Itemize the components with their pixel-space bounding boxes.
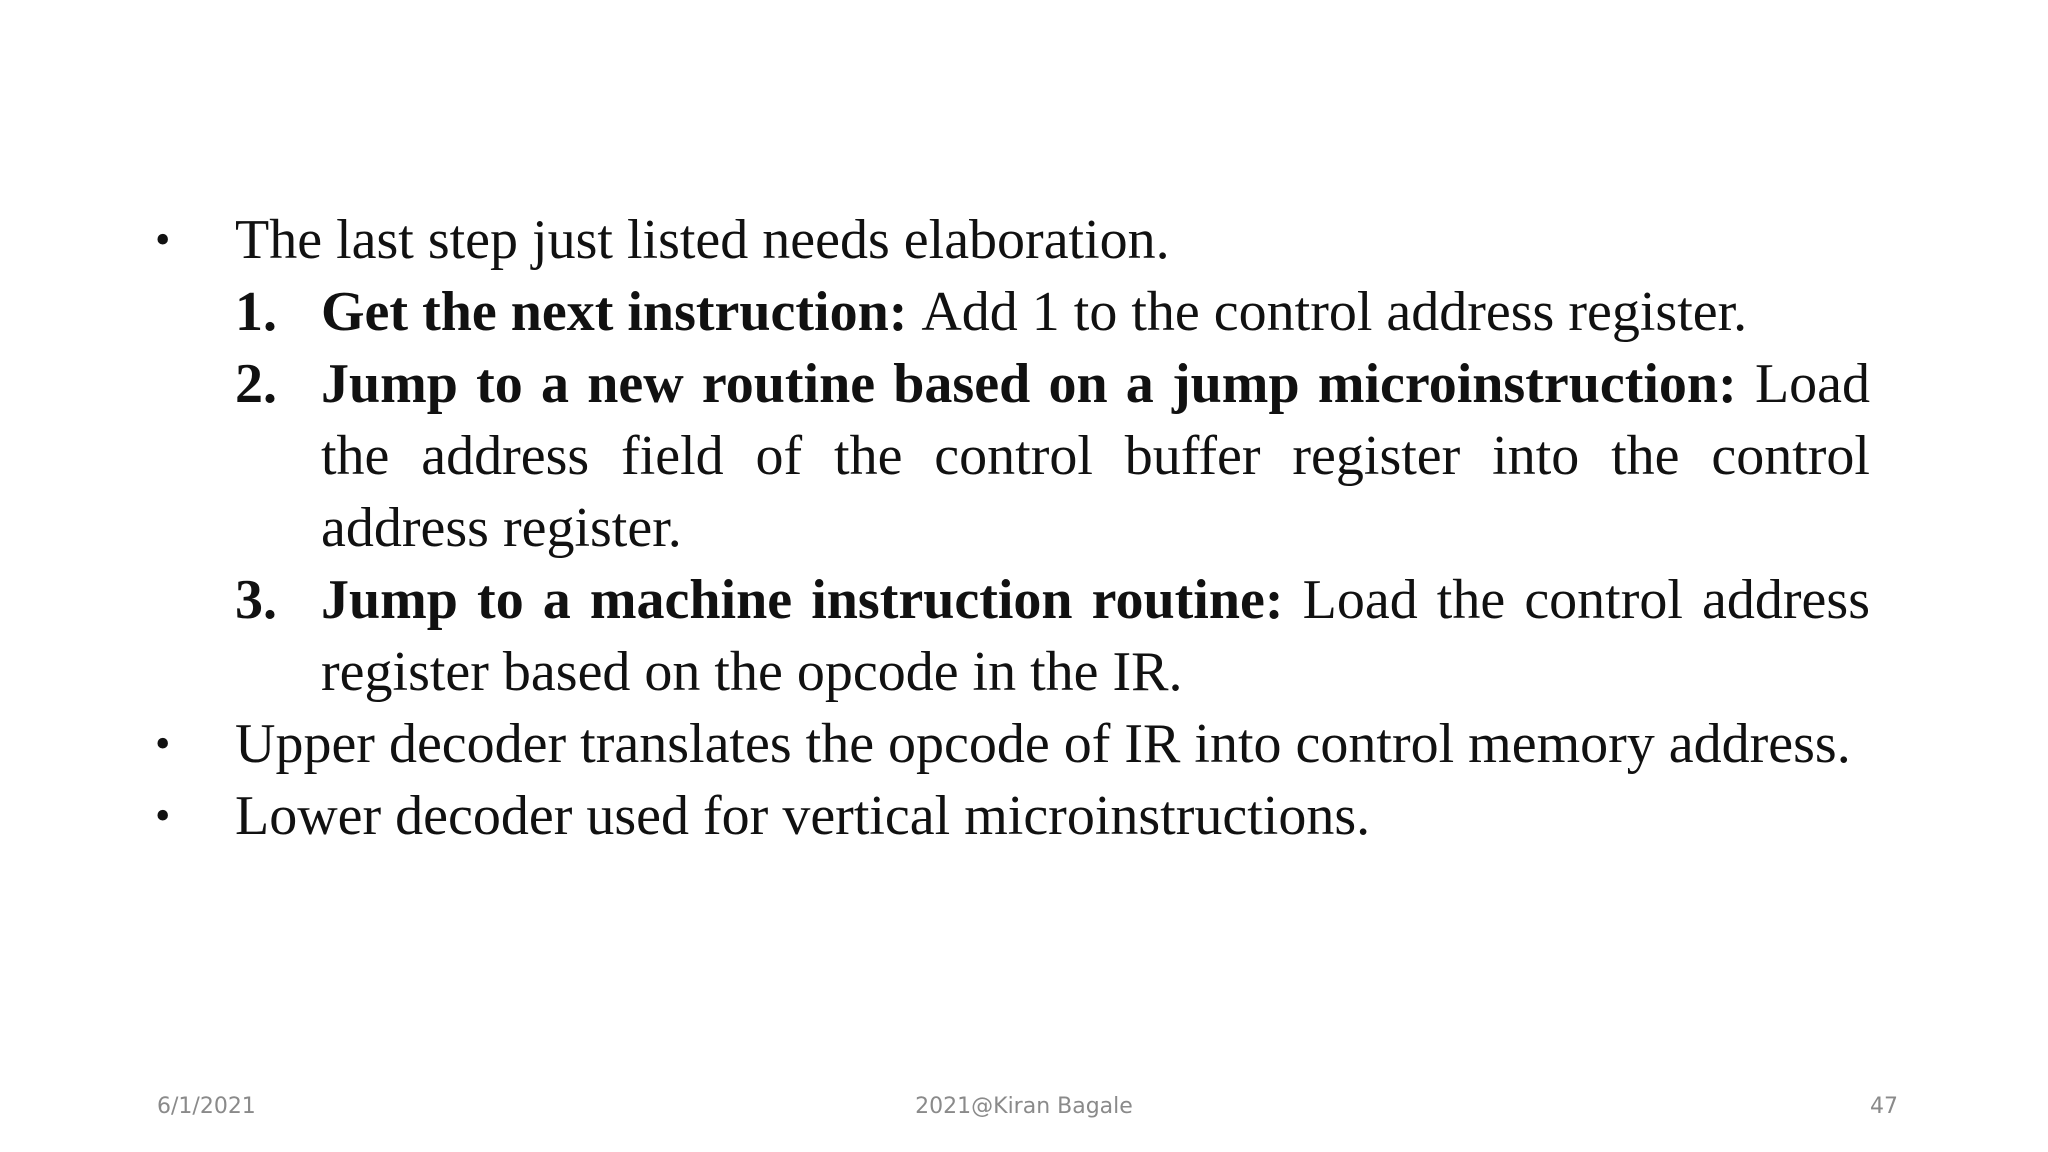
item-title: Jump to a machine instruction routine:: [321, 569, 1303, 631]
numbered-item: [150, 348, 1870, 564]
bullet-item: [150, 708, 1870, 780]
page-number: 47: [1870, 1094, 1898, 1119]
item-number: 1.: [235, 281, 277, 343]
item-number: 2.: [235, 353, 277, 415]
slide-body: [150, 204, 1870, 852]
item-body: Load the control address register based on the opcode in the IR.: [321, 569, 1870, 703]
bullet-text: The last step just listed needs elaboration.: [235, 209, 1170, 271]
bullet-text: Lower decoder used for vertical microinstructions.: [235, 785, 1371, 847]
bullet-icon: •: [155, 719, 171, 768]
numbered-item: [150, 276, 1870, 348]
footer-author: 2021@Kiran Bagale: [915, 1094, 1133, 1119]
bullet-item: [150, 780, 1870, 852]
item-body: Add 1 to the control address register.: [921, 281, 1748, 343]
footer-date: 6/1/2021: [157, 1094, 256, 1119]
item-title: Jump to a new routine based on a jump microinstruction:: [321, 353, 1755, 415]
bullet-text: Upper decoder translates the opcode of IR into control memory address.: [235, 713, 1851, 775]
bullet-item: [150, 204, 1870, 276]
item-number: 3.: [235, 569, 277, 631]
item-title: Get the next instruction:: [321, 281, 922, 343]
numbered-item: [150, 564, 1870, 708]
bullet-icon: •: [155, 215, 171, 264]
item-body: Load the address field of the control buffer register into the control address register.: [321, 353, 1870, 559]
bullet-icon: •: [155, 791, 171, 840]
